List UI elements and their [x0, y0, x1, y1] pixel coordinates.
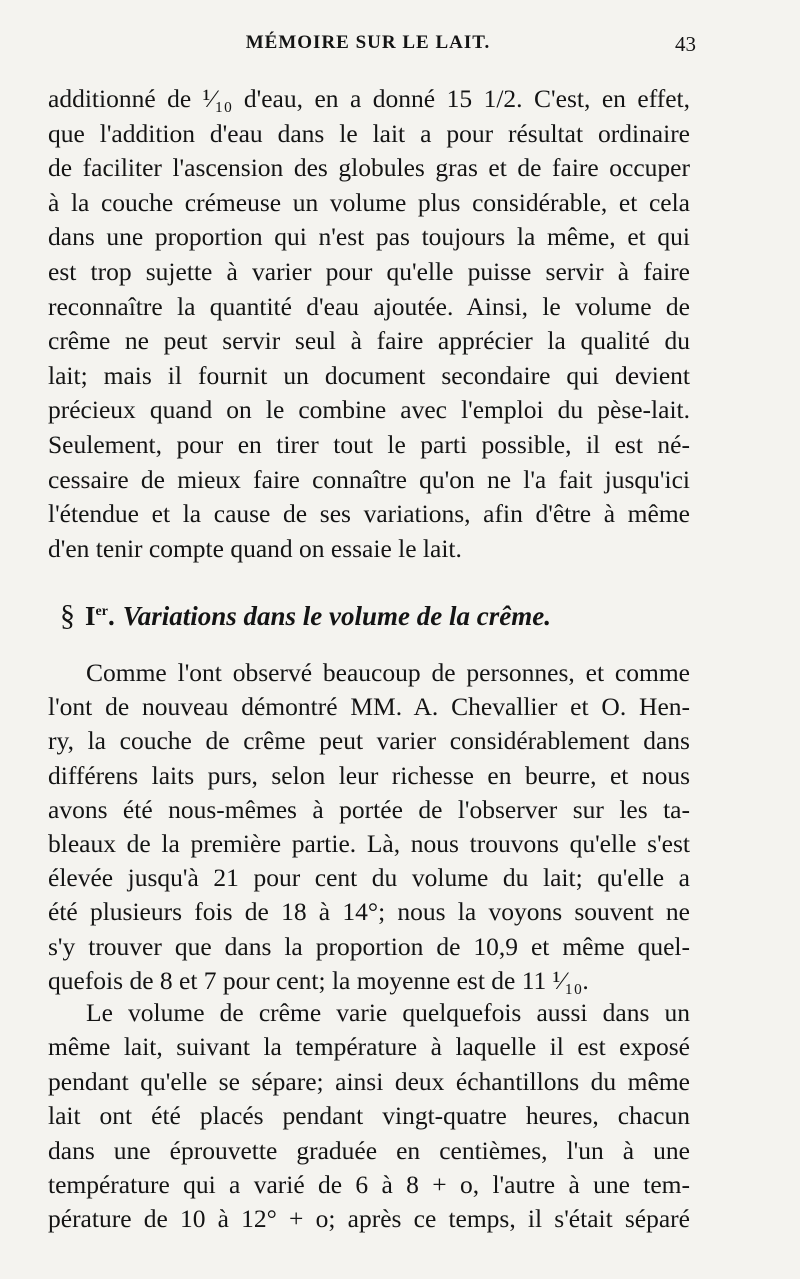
text-line: même lait, suivant la température à laquelle il est exposé — [48, 1032, 690, 1062]
text-line: additionné de ¹⁄₁₀ d'eau, en a donné 15 1/2. C'est, en effet, — [48, 84, 690, 113]
text-line: Le volume de crême varie quelquefois aussi dans un — [86, 998, 690, 1027]
text-line: lait ont été placés pendant vingt-quatre heures, chacun — [48, 1101, 690, 1131]
text-line: d'en tenir compte quand on essaie le lait. — [48, 533, 462, 563]
page-header — [48, 32, 696, 64]
text-line: Seulement, pour en tirer tout le parti possible, il est né- — [48, 430, 690, 459]
text-line: de faciliter l'ascension des globules gras et de faire occuper — [48, 153, 690, 183]
text-line: que l'addition d'eau dans le lait a pour résultat ordinaire — [48, 118, 690, 148]
text-line: lait; mais il fournit un document secondaire qui devient — [48, 360, 690, 390]
text-line: pérature de 10 à 12° + o; après ce temps, il s'était séparé — [48, 1204, 690, 1234]
section-symbol: § — [60, 599, 75, 632]
text-line: est trop sujette à varier pour qu'elle puisse servir à faire — [48, 257, 690, 286]
text-line: reconnaître la quantité d'eau ajoutée. Ainsi, le volume de — [48, 291, 690, 321]
text-line: différens laits purs, selon leur richesse en beurre, et nous — [48, 760, 690, 790]
text-line: élevée jusqu'à 21 pour cent du volume du lait; qu'elle a — [48, 863, 690, 893]
text-line: dans une éprouvette graduée en centièmes, l'un à une — [48, 1135, 690, 1165]
text-line: température qui a varié de 6 à 8 + o, l'autre à une tem- — [48, 1170, 690, 1199]
text-line: s'y trouver que dans la proportion de 10,9 et même quel- — [48, 931, 690, 961]
text-line: à la couche crémeuse un volume plus considérable, et cela — [48, 187, 690, 217]
text-line: ry, la couche de crême peut varier considérablement dans — [48, 726, 690, 756]
section-number: Ier. — [85, 601, 115, 631]
text-line: dans une proportion qui n'est pas toujours la même, et qui — [48, 222, 690, 252]
text-line: cessaire de mieux faire connaître qu'on ne l'a fait jusqu'ici — [48, 464, 690, 494]
text-line: avons été nous-mêmes à portée de l'observer sur les ta- — [48, 794, 690, 824]
text-line: précieux quand on le combine avec l'emploi du pèse-lait. — [48, 395, 690, 425]
text-line: été plusieurs fois de 18 à 14°; nous la voyons souvent ne — [48, 897, 690, 927]
text-line: l'ont de nouveau démontré MM. A. Chevallier et O. Hen- — [48, 692, 690, 722]
text-line: Comme l'ont observé beaucoup de personnes, et comme — [86, 658, 690, 687]
text-line: l'étendue et la cause de ses variations, afin d'être à même — [48, 499, 690, 529]
section-heading — [60, 592, 700, 632]
page-number: 43 — [675, 32, 696, 56]
text-line: bleaux de la première partie. Là, nous trouvons qu'elle s'est — [48, 829, 690, 858]
running-title: MÉMOIRE SUR LE LAIT. — [245, 32, 491, 53]
text-line: crême ne peut servir seul à faire apprécier la qualité du — [48, 326, 690, 356]
text-line: pendant qu'elle se sépare; ainsi deux échantillons du même — [48, 1066, 690, 1096]
section-title: Variations dans le volume de la crême. — [122, 601, 551, 631]
text-line: quefois de 8 et 7 pour cent; la moyenne est de 11 ¹⁄₁₀. — [48, 965, 589, 995]
